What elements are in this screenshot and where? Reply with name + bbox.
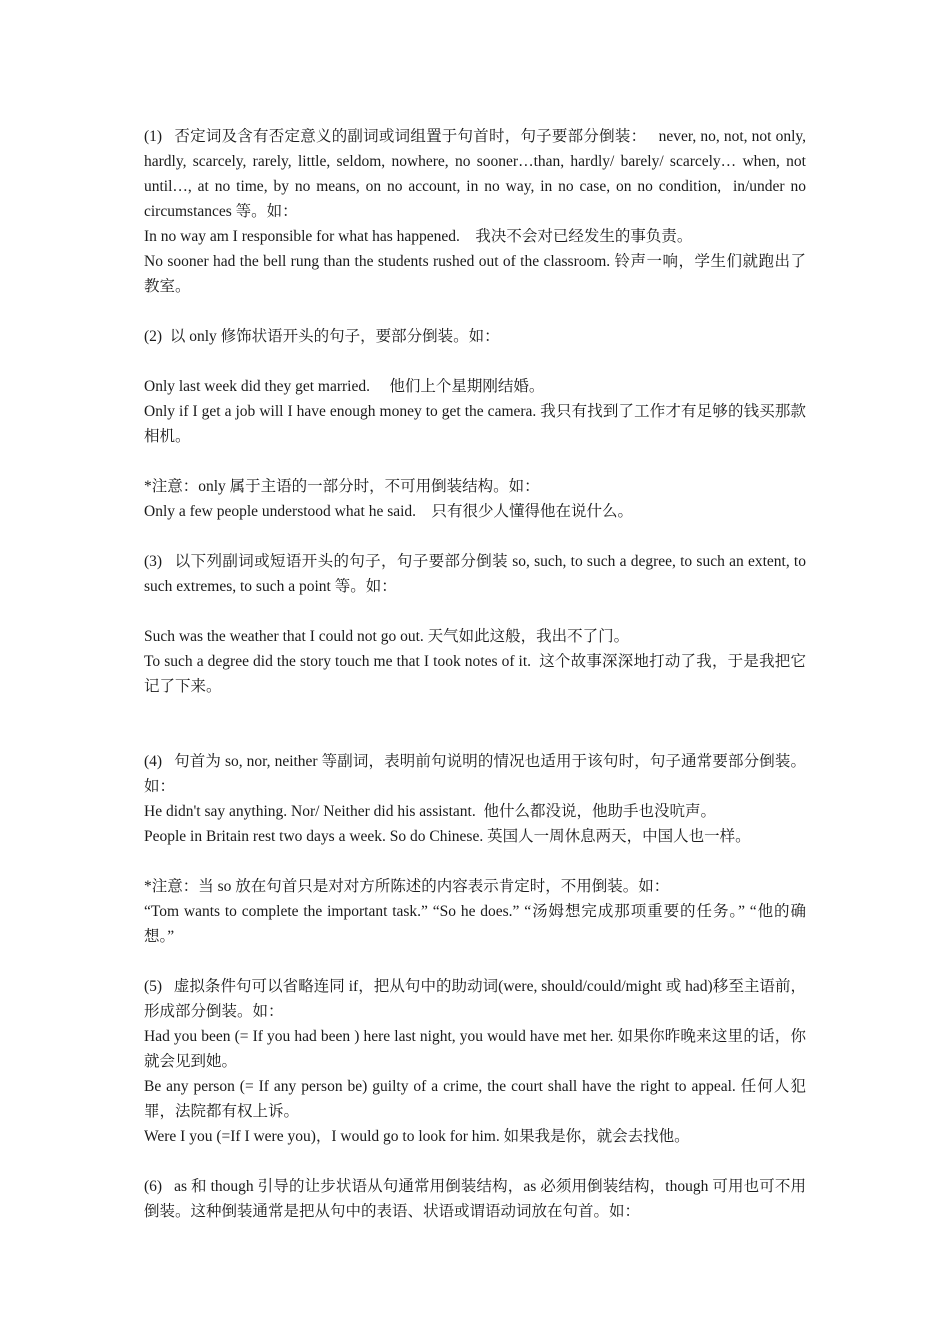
- section-1-example-2: No sooner had the bell rung than the students rushed out of the classroom. 铃声一响，学生们就跑出了教室。: [144, 253, 806, 295]
- spacer: [144, 849, 806, 874]
- section-6-heading: (6) as 和 though 引导的让步状语从句通常用倒装结构，as 必须用倒装结构，though 可用也可不用倒装。这种倒装通常是把从句中的表语、状语或谓语动词放在句首。如：: [144, 1178, 806, 1220]
- spacer: [144, 949, 806, 974]
- section-2-note-example: Only a few people understood what he said. 只有很少人懂得他在说什么。: [144, 503, 634, 520]
- section-1-example-1: In no way am I responsible for what has happened. 我决不会对已经发生的事负责。: [144, 228, 693, 245]
- spacer: [144, 1149, 806, 1174]
- spacer: [144, 299, 806, 324]
- section-3-example-2: To such a degree did the story touch me that I took notes of it. 这个故事深深地打动了我，于是我把它记了下来。: [144, 653, 806, 695]
- spacer: [144, 524, 806, 549]
- section-2-example-2: Only if I get a job will I have enough money to get the camera. 我只有找到了工作才有足够的钱买那款相机。: [144, 403, 806, 445]
- section-5-example-2: Be any person (= If any person be) guilty of a crime, the court shall have the right to appeal. 任何人犯罪，法院都有权上诉。: [144, 1078, 806, 1120]
- spacer: [144, 599, 806, 624]
- section-2-heading: (2) 以 only 修饰状语开头的句子，要部分倒装。如：: [144, 328, 500, 345]
- spacer: [144, 349, 806, 374]
- section-4-heading: (4) 句首为 so, nor, neither 等副词，表明前句说明的情况也适用于该句时，句子通常要部分倒装。如：: [144, 753, 806, 795]
- section-2-example-1: Only last week did they get married. 他们上个星期刚结婚。: [144, 378, 545, 395]
- section-5-example-3: Were I you (=If I were you)，I would go to look for him. 如果我是你，就会去找他。: [144, 1128, 690, 1145]
- section-4-example-1: He didn't say anything. Nor/ Neither did his assistant. 他什么都没说，他助手也没吭声。: [144, 803, 716, 820]
- spacer: [144, 449, 806, 474]
- section-4-note-example: “Tom wants to complete the important task.” “So he does.” “汤姆想完成那项重要的任务。” “他的确想。”: [144, 903, 806, 945]
- section-3-heading: (3) 以下列副词或短语开头的句子，句子要部分倒装 so, such, to such a degree, to such an extent, to such extremes, to such a point 等。如：: [144, 553, 806, 595]
- section-4-note: *注意：当 so 放在句首只是对对方所陈述的内容表示肯定时，不用倒装。如：: [144, 878, 670, 895]
- section-5-heading: (5) 虚拟条件句可以省略连同 if，把从句中的助动词(were, should/could/might 或 had)移至主语前，形成部分倒装。如：: [144, 978, 806, 1020]
- section-4-example-2: People in Britain rest two days a week. So do Chinese. 英国人一周休息两天，中国人也一样。: [144, 828, 751, 845]
- section-5-example-1: Had you been (= If you had been ) here last night, you would have met her. 如果你昨晚来这里的话，你就会见到她。: [144, 1028, 806, 1070]
- section-2-note: *注意：only 属于主语的一部分时，不可用倒装结构。如：: [144, 478, 540, 495]
- document-page: [144, 124, 806, 1224]
- spacer: [144, 699, 806, 749]
- section-1-heading: (1) 否定词及含有否定意义的副词或词组置于句首时，句子要部分倒装： never, no, not, not only, hardly, scarcely, rarely, little, seldom, nowhere, no sooner…than, hardly/ barely/ scarcely… when, not until…, at no time, by no means, on no account, in no way, in no case, on no condition, in/under no circumstances 等。如：: [144, 128, 806, 220]
- section-3-example-1: Such was the weather that I could not go out. 天气如此这般，我出不了门。: [144, 628, 630, 645]
